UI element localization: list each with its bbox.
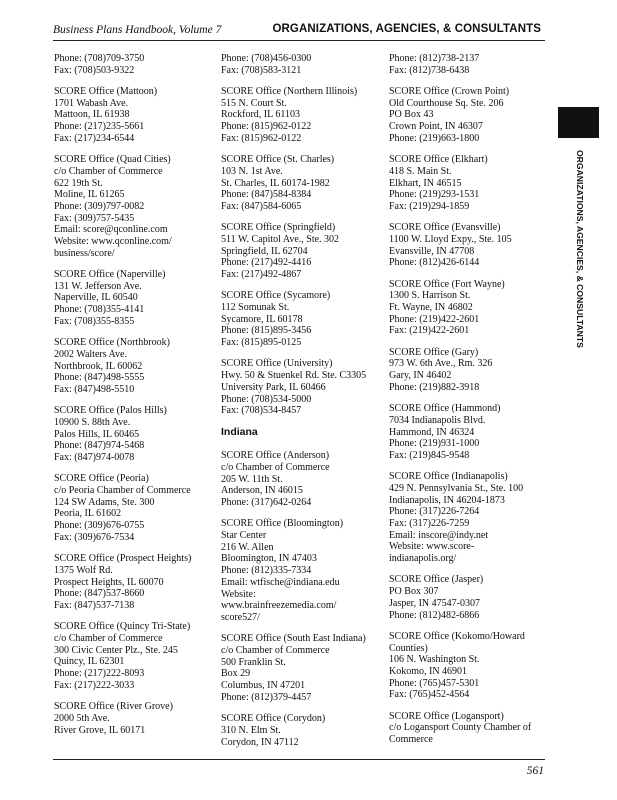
entry-line: Phone: (815)962-0122 (221, 121, 312, 133)
entry-line: SCORE Office (Elkhart) (389, 154, 488, 166)
entry-line: Phone: (815)895-3456 (221, 325, 312, 337)
entry-line: Phone: (708)456-0300 (221, 53, 312, 64)
entry-line: Indianapolis, IN 46204-1873 (389, 494, 505, 506)
entry-line: Phone: (847)974-5468 (54, 440, 145, 452)
directory-entry (389, 53, 551, 76)
entry-line: Fax: (708)583-3121 (221, 64, 302, 76)
book-title: Business Plans Handbook, Volume 7 (53, 24, 222, 36)
entry-line: 1300 S. Harrison St. (389, 290, 471, 302)
directory-entry (221, 86, 383, 145)
entry-line: SCORE Office (Prospect Heights) (54, 553, 192, 565)
directory-entry (54, 621, 216, 691)
entry-line: Fax: (309)676-7534 (54, 531, 135, 543)
entry-line: Mattoon, IL 61938 (54, 109, 130, 121)
entry-line: Phone: (708)534-5000 (221, 393, 312, 405)
entry-line: Phone: (309)676-0755 (54, 520, 145, 532)
directory-entry (221, 633, 383, 703)
entry-line: SCORE Office (Jasper) (389, 574, 484, 586)
entry-line: Phone: (219)422-2601 (389, 313, 480, 325)
entry-line: SCORE Office (Kokomo/Howard (389, 630, 525, 642)
entry-line: 429 N. Pennsylvania St., Ste. 100 (389, 482, 524, 494)
entry-line: River Grove, IL 60171 (54, 724, 146, 736)
entry-line: c/o Chamber of Commerce (221, 461, 330, 473)
entry-line: 1701 Wabash Ave. (54, 97, 129, 109)
entry-line: 500 Franklin St. (221, 656, 286, 668)
entry-line: Sycamore, IL 60178 (221, 313, 303, 325)
entry-line: Fax: (217)492-4867 (221, 269, 302, 281)
entry-line: Fax: (815)895-0125 (221, 337, 302, 349)
directory-entry (389, 279, 551, 338)
directory-entry (54, 337, 216, 396)
entry-line: SCORE Office (Evansville) (389, 222, 501, 234)
entry-line: SCORE Office (Anderson) (221, 450, 330, 462)
entry-line: Phone: (708)709-3750 (54, 53, 145, 64)
entry-line: SCORE Office (Indianapolis) (389, 471, 508, 483)
entry-line: Gary, IN 46402 (389, 370, 452, 382)
entry-line: Phone: (219)931-1000 (389, 438, 480, 450)
entry-line: Fax: (847)537-7138 (54, 599, 135, 611)
entry-line: Fax: (812)738-6438 (389, 64, 470, 76)
entry-line: 973 W. 6th Ave., Rm. 326 (389, 358, 493, 370)
directory-entry (389, 347, 551, 394)
entry-line: Moline, IL 61265 (54, 189, 125, 201)
entry-line: 216 W. Allen (221, 541, 274, 553)
entry-line: University Park, IL 60466 (221, 381, 326, 393)
entry-line: business/score/ (54, 247, 115, 259)
entry-line: Prospect Heights, IL 60070 (54, 576, 164, 588)
entry-line: 622 19th St. (54, 177, 103, 189)
entry-line: Phone: (812)482-6866 (389, 609, 480, 621)
entry-line: SCORE Office (St. Charles) (221, 154, 335, 166)
directory-entry (221, 290, 383, 349)
column-1 (54, 53, 216, 746)
entry-line: SCORE Office (Palos Hills) (54, 405, 167, 417)
entry-line: 124 SW Adams, Ste. 300 (54, 496, 155, 508)
entry-line: Fax: (708)534-8457 (221, 405, 302, 417)
entry-line: 7034 Indianapolis Blvd. (389, 414, 486, 426)
entry-line: 106 N. Washington St. (389, 654, 480, 666)
entry-line: SCORE Office (Quincy Tri-State) (54, 621, 191, 633)
entry-line: Quincy, IL 62301 (54, 656, 125, 668)
entry-line: SCORE Office (Logansport) (389, 710, 504, 722)
entry-line: Website: www.score- (389, 541, 475, 553)
directory-entry (221, 518, 383, 623)
entry-line: Ft. Wayne, IN 46802 (389, 302, 473, 314)
section-title: ORGANIZATIONS, AGENCIES, & CONSULTANTS (272, 23, 541, 35)
entry-line: Crown Point, IN 46307 (389, 121, 483, 133)
directory-entry (221, 53, 383, 76)
entry-line: Phone: (812)738-2137 (389, 53, 480, 64)
entry-line: Box 29 (221, 668, 251, 680)
directory-entry (389, 471, 551, 565)
entry-line: PO Box 43 (389, 109, 434, 121)
thumb-index-tab (558, 107, 599, 138)
footer-rule (53, 759, 545, 760)
entry-line: Hammond, IN 46324 (389, 426, 475, 438)
entry-line: Columbus, IN 47201 (221, 680, 306, 692)
directory-entry (54, 473, 216, 543)
entry-line: c/o Chamber of Commerce (54, 632, 163, 644)
entry-line: Peoria, IL 61602 (54, 508, 122, 520)
entry-line: Phone: (765)457-5301 (389, 677, 480, 689)
entry-line: 515 N. Court St. (221, 97, 287, 109)
entry-line: c/o Chamber of Commerce (221, 644, 330, 656)
entry-line: Fax: (765)452-4564 (389, 689, 470, 701)
entry-line: Bloomington, IN 47403 (221, 553, 317, 565)
directory-entry (389, 574, 551, 621)
entry-line: Naperville, IL 60540 (54, 292, 138, 304)
entry-line: Fax: (708)503-9322 (54, 64, 135, 76)
entry-line: SCORE Office (River Grove) (54, 701, 173, 713)
entry-line: c/o Logansport County Chamber of (389, 722, 532, 734)
entry-line: Fax: (219)422-2601 (389, 325, 470, 337)
entry-line: Fax: (847)498-5510 (54, 383, 135, 395)
directory-entry (221, 222, 383, 281)
entry-line: Kokomo, IN 46901 (389, 665, 468, 677)
header-rule (53, 40, 545, 41)
entry-line: SCORE Office (University) (221, 358, 333, 370)
entry-line: Phone: (219)663-1800 (389, 132, 480, 144)
entry-line: SCORE Office (Mattoon) (54, 86, 158, 97)
entry-line: 511 W. Capitol Ave., Ste. 302 (221, 233, 340, 245)
entry-line: Fax: (219)845-9548 (389, 449, 470, 461)
entry-line: Phone: (317)642-0264 (221, 497, 312, 509)
entry-line: Elkhart, IN 46515 (389, 177, 462, 189)
entry-line: SCORE Office (Northbrook) (54, 337, 170, 349)
entry-line: Fax: (708)355-8355 (54, 315, 135, 327)
entry-line: Phone: (309)797-0082 (54, 200, 145, 212)
entry-line: SCORE Office (Springfield) (221, 222, 336, 234)
column-3 (389, 53, 551, 755)
entry-line: 2002 Walters Ave. (54, 348, 127, 360)
entry-line: Website: (221, 588, 256, 600)
entry-line: SCORE Office (Fort Wayne) (389, 278, 505, 290)
entry-line: Springfield, IL 62704 (221, 245, 308, 257)
entry-line: Phone: (847)584-8384 (221, 189, 312, 201)
entry-line: SCORE Office (Northern Illinois) (221, 86, 358, 97)
entry-line: Phone: (219)293-1531 (389, 189, 480, 201)
entry-line: Website: www.qconline.com/ (54, 236, 172, 248)
directory-entry (389, 711, 551, 746)
directory-entry (54, 154, 216, 259)
entry-line: Hwy. 50 & Stuenkel Rd. Ste. C3305 (221, 370, 367, 382)
entry-line: 310 N. Elm St. (221, 724, 281, 736)
entry-line: Phone: (847)537-8660 (54, 588, 145, 600)
entry-line: Email: score@qconline.com (54, 224, 168, 236)
directory-entry (54, 701, 216, 736)
entry-line: 2000 5th Ave. (54, 712, 110, 724)
entry-line: Northbrook, IL 60062 (54, 360, 143, 372)
entry-line: Jasper, IN 47547-0307 (389, 597, 480, 609)
entry-line: 103 N. 1st Ave. (221, 165, 283, 177)
directory-entry (54, 405, 216, 464)
entry-line: SCORE Office (Bloomington) (221, 518, 344, 530)
directory-entry (54, 53, 216, 76)
directory-entry (389, 86, 551, 145)
directory-entry (389, 403, 551, 462)
column-2 (221, 53, 383, 758)
directory-entry (54, 269, 216, 328)
entry-line: Phone: (708)355-4141 (54, 304, 145, 316)
entry-line: Phone: (812)379-4457 (221, 691, 312, 703)
entry-line: Fax: (309)757-5435 (54, 212, 135, 224)
entry-line: 1375 Wolf Rd. (54, 564, 113, 576)
directory-entry (54, 553, 216, 612)
directory-entry (389, 222, 551, 269)
entry-line: 10900 S. 88th Ave. (54, 416, 131, 428)
entry-line: Fax: (317)226-7259 (389, 518, 470, 530)
entry-line: Phone: (812)426-6144 (389, 257, 480, 269)
entry-line: Phone: (847)498-5555 (54, 372, 145, 384)
entry-line: SCORE Office (Quad Cities) (54, 154, 171, 166)
entry-line: Star Center (221, 530, 267, 542)
entry-line: PO Box 307 (389, 586, 439, 598)
entry-line: Fax: (217)222-3033 (54, 679, 135, 691)
entry-line: Rockford, IL 61103 (221, 109, 300, 121)
entry-line: Fax: (847)974-0078 (54, 452, 135, 464)
directory-entry (221, 358, 383, 417)
entry-line: Fax: (219)294-1859 (389, 200, 470, 212)
entry-line: SCORE Office (Hammond) (389, 403, 501, 415)
entry-line: Phone: (317)226-7264 (389, 506, 480, 518)
entry-line: www.brainfreezemedia.com/ (221, 600, 337, 612)
side-section-label: ORGANIZATIONS, AGENCIES, & CONSULTANTS (575, 150, 585, 348)
entry-line: Corydon, IN 47112 (221, 736, 299, 748)
entry-line: Phone: (217)235-5661 (54, 121, 145, 133)
entry-line: Email: wtfische@indiana.edu (221, 576, 340, 588)
entry-line: SCORE Office (Sycamore) (221, 290, 331, 302)
entry-line: 112 Somunak St. (221, 302, 290, 314)
entry-line: SCORE Office (Crown Point) (389, 86, 510, 97)
directory-entry (389, 154, 551, 213)
entry-line: Fax: (217)234-6544 (54, 132, 135, 144)
directory-entry (389, 631, 551, 701)
directory-entry (221, 154, 383, 213)
entry-line: Fax: (847)584-6065 (221, 200, 302, 212)
directory-entry (221, 713, 383, 748)
entry-line: SCORE Office (Corydon) (221, 713, 326, 725)
entry-line: SCORE Office (Naperville) (54, 269, 166, 281)
entry-line: 1100 W. Lloyd Expy., Ste. 105 (389, 233, 512, 245)
entry-line: Palos Hills, IL 60465 (54, 428, 140, 440)
state-heading: Indiana (221, 425, 258, 438)
entry-line: Phone: (219)882-3918 (389, 381, 480, 393)
entry-line: Phone: (812)335-7334 (221, 565, 312, 577)
page-number: 561 (526, 765, 544, 777)
directory-entry (221, 450, 383, 509)
entry-line: SCORE Office (Peoria) (54, 473, 149, 485)
entry-line: Fax: (815)962-0122 (221, 132, 302, 144)
directory-entry (54, 86, 216, 145)
entry-line: Counties) (389, 642, 428, 654)
entry-line: indianapolis.org/ (389, 553, 457, 565)
entry-line: St. Charles, IL 60174-1982 (221, 177, 330, 189)
entry-line: 300 Civic Center Plz., Ste. 245 (54, 644, 178, 656)
entry-line: Commerce (389, 734, 433, 746)
entry-line: Email: inscore@indy.net (389, 529, 489, 541)
entry-line: c/o Peoria Chamber of Commerce (54, 485, 191, 497)
entry-line: SCORE Office (South East Indiana) (221, 633, 366, 645)
entry-line: 205 W. 11th St. (221, 473, 283, 485)
entry-line: 131 W. Jefferson Ave. (54, 280, 142, 292)
entry-line: Evansville, IN 47708 (389, 245, 475, 257)
entry-line: score527/ (221, 611, 260, 623)
entry-line: c/o Chamber of Commerce (54, 165, 163, 177)
entry-line: SCORE Office (Gary) (389, 346, 479, 358)
entry-line: Phone: (217)492-4416 (221, 257, 312, 269)
entry-line: Phone: (217)222-8093 (54, 668, 145, 680)
entry-line: Old Courthouse Sq. Ste. 206 (389, 97, 504, 109)
entry-line: 418 S. Main St. (389, 165, 452, 177)
entry-line: Anderson, IN 46015 (221, 485, 303, 497)
